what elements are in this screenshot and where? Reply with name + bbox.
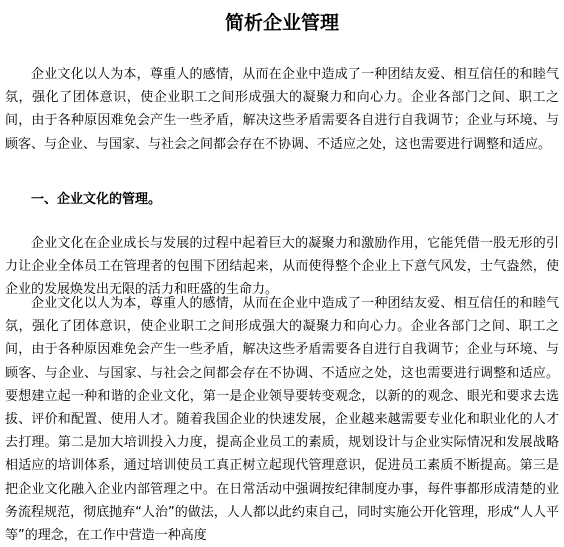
section-paragraph-2: 企业文化以人为本，尊重人的感情，从而在企业中造成了一种团结友爱、相互信任的和睦气氛，强化了团体意识，使企业职工之间形成强大的凝聚力和向心力。企业各部门之间、职工之间，由于各种原因难免会产生一些矛盾，解决这些矛盾需要各自进行自我调节；企业与环境、与顾客、与企业、与国家、与社会之间都会存在不协调、不适应之处，这也需要进行调整和适应。 要想建立起一种和谐的企业文化，第一是企业领导要转变观念，以新的的观念、眼光和要求去选拔、评价和配置、使用人才。随着我国企业的快速发展，企业越来越需要专业化和职业化的人才去打理。第二是加大培训投入力度，提高企业员工的素质，规划设计与企业实际情况和发展战略相适应的培训体系，通过培训使员工真正树立起现代管理意识，促进员工素质不断提高。第三是把企业文化融入企业内部管理之中。在日常活动中强调按纪律制度办事，每件事都形成清楚的业务流程规范，彻底抛弃“人治”的做法，人人都以此约束自己，同时实施公开化管理，形成“人人平等”的理念，在工作中营造一种高度 bbox=[5, 296, 559, 544]
document-title: 简析企业管理 bbox=[224, 12, 339, 34]
section-paragraph-1: 企业文化在企业成长与发展的过程中起着巨大的凝聚力和激励作用，它能凭借一股无形的引力让企业全体员工在管理者的包围下团结起来，从而使得整个企业上下意气风发，士气盎然，使企业的发展焕发出无限的活力和旺盛的生命力。 bbox=[5, 236, 559, 298]
intro-paragraph: 企业文化以人为本，尊重人的感情，从而在企业中造成了一种团结友爱、相互信任的和睦气氛，强化了团体意识，使企业职工之间形成强大的凝聚力和向心力。企业各部门之间、职工之间，由于各种原因难免会产生一些矛盾，解决这些矛盾需要各自进行自我调节；企业与环境、与顾客、与企业、与国家、与社会之间都会存在不协调、不适应之处，这也需要进行调整和适应。 bbox=[5, 67, 559, 152]
section-heading: 一、企业文化的管理。 bbox=[31, 192, 162, 207]
